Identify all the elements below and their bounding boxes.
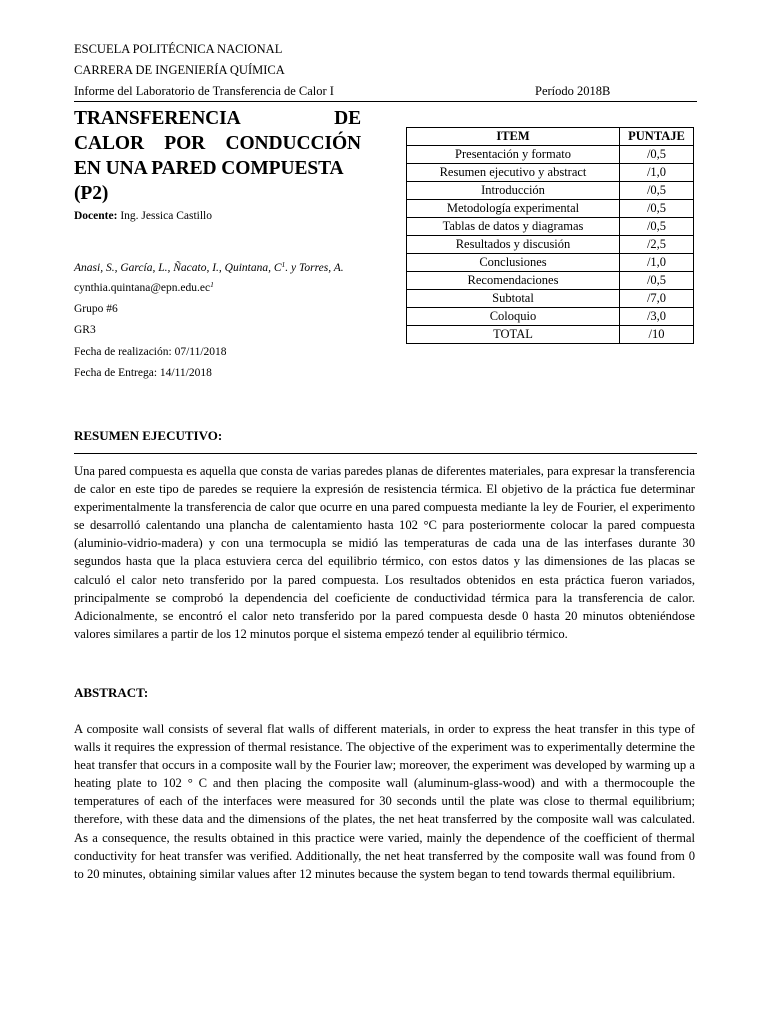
table-row — [407, 146, 694, 164]
email-superscript: 1 — [210, 280, 214, 289]
grading-score: /3,0 — [620, 308, 694, 326]
grading-item: Recomendaciones — [407, 272, 620, 290]
grading-item: Subtotal — [407, 290, 620, 308]
resumen-heading: RESUMEN EJECUTIVO: — [74, 428, 223, 443]
table-row — [407, 272, 694, 290]
school-name: ESCUELA POLITÉCNICA NACIONAL — [74, 42, 283, 56]
title-line-1: TRANSFERENCIA DE — [74, 108, 361, 129]
fecha-entrega: Fecha de Entrega: 14/11/2018 — [74, 367, 212, 379]
grading-score: /1,0 — [620, 164, 694, 182]
grading-item: Introducción — [407, 182, 620, 200]
table-row — [407, 182, 694, 200]
grading-item: Conclusiones — [407, 254, 620, 272]
abstract-text: A composite wall consists of several flat walls of different materials, in order to express the heat transfer in this type of walls it requires the expression of thermal resistance. The objective of the experiment was to experimentally determine the heat transfer that occurs in a composite wall by the Fourier law; moreover, the experiment was developed by warming up a heating plate to 102 ° C and then placing the composite wall (aluminum-glass-wood) and with a thermocouple the temperatures of each of the interfaces were measured for 30 seconds until the plate was close to thermal equilibrium; therefore, with these data and the dimensions of the plates, the net heat transferred by the composite wall was calculated. As a consequence, the results obtained in this practice were varied, mainly the dependence of the coefficient of thermal conductivity for heat transfer was verified. Additionally, the net heat transferred by the composite wall was found from 0 to 20 minutes, obtaining similar values after 12 minutes because the system began to tend towards thermal equilibrium. — [74, 722, 695, 881]
grading-item: Presentación y formato — [407, 146, 620, 164]
grading-item: TOTAL — [407, 326, 620, 344]
grading-item: Resumen ejecutivo y abstract — [407, 164, 620, 182]
title-line-2: CALOR POR CONDUCCIÓN — [74, 133, 361, 154]
table-row — [407, 218, 694, 236]
resumen-text: Una pared compuesta es aquella que consta de varias paredes planas de diferentes materiales, para expresar la transferencia de calor en este tipo de paredes se requiere la expresión de resistencia térmica. El objetivo de la práctica fue determinar experimentalmente la transferencia de calor que ocurre en una pared compuesta mediante la ley de Fourier, el experimento se desarrolló calentando una plancha de calentamiento hasta 102 °C para posteriormente colocar la pared compuesta (aluminio-vidrio-madera) y con una termocupla se midió las temperaturas de cada una de las interfases durante 30 segundos hasta que la placa estuviera cerca del equilibrio térmico, con estos datos y las dimensiones de las placas se calculó el calor neto transferido por la pared compuesta. Los resultados obtenidos en esta práctica fueron variados, principalmente se comprobó la dependencia del coeficiente de conductividad térmica para la transferencia de calor. Adicionalmente, se encontró el calor neto transferido por la pared compuesta desde 0 hasta 20 minutos obteniéndose valores similares a partir de los 12 minutos porque el sistema empezó tender al equilibrio térmico. — [74, 464, 695, 641]
email[interactable]: cynthia.quintana@epn.edu.ec — [74, 282, 211, 294]
grading-header-item: ITEM — [407, 128, 620, 146]
table-row — [407, 254, 694, 272]
grading-score: /0,5 — [620, 200, 694, 218]
email-line — [74, 281, 214, 295]
header-rule — [74, 101, 697, 102]
report-name: Informe del Laboratorio de Transferencia de Calor I — [74, 84, 334, 98]
grading-score: /0,5 — [620, 218, 694, 236]
grading-item: Coloquio — [407, 308, 620, 326]
table-row — [407, 236, 694, 254]
table-row — [407, 308, 694, 326]
table-row — [407, 164, 694, 182]
gr: GR3 — [74, 324, 96, 336]
report-title — [74, 106, 361, 206]
grading-score: /1,0 — [620, 254, 694, 272]
grading-header-score: PUNTAJE — [620, 128, 694, 146]
grading-score: /0,5 — [620, 182, 694, 200]
grading-item: Resultados y discusión — [407, 236, 620, 254]
period: Período 2018B — [535, 84, 611, 98]
grading-score: /10 — [620, 326, 694, 344]
table-row — [407, 290, 694, 308]
career-name: CARRERA DE INGENIERÍA QUÍMICA — [74, 63, 285, 77]
grading-score: /2,5 — [620, 236, 694, 254]
abstract-heading: ABSTRACT: — [74, 685, 149, 700]
group: Grupo #6 — [74, 303, 118, 315]
table-row — [407, 200, 694, 218]
title-line-4: (P2) — [74, 183, 109, 204]
grading-score: /0,5 — [620, 272, 694, 290]
grading-header-row — [407, 128, 694, 146]
fecha-realizacion: Fecha de realización: 07/11/2018 — [74, 346, 227, 358]
resumen-rule — [74, 453, 697, 454]
docente-line — [74, 209, 212, 223]
docente-label: Docente: — [74, 210, 118, 222]
table-row — [407, 326, 694, 344]
docente-name: Ing. Jessica Castillo — [120, 210, 212, 222]
grading-item: Metodología experimental — [407, 200, 620, 218]
grading-item: Tablas de datos y diagramas — [407, 218, 620, 236]
authors-superscript: 1 — [281, 260, 286, 269]
authors-line — [74, 261, 344, 275]
grading-score: /7,0 — [620, 290, 694, 308]
title-line-3: EN UNA PARED COMPUESTA — [74, 158, 344, 179]
grading-table — [406, 127, 694, 344]
authors-text: Anasi, S., García, L., Ñacato, I., Quintana, C — [74, 262, 282, 274]
authors-tail: . y Torres, A. — [285, 262, 344, 274]
grading-score: /0,5 — [620, 146, 694, 164]
